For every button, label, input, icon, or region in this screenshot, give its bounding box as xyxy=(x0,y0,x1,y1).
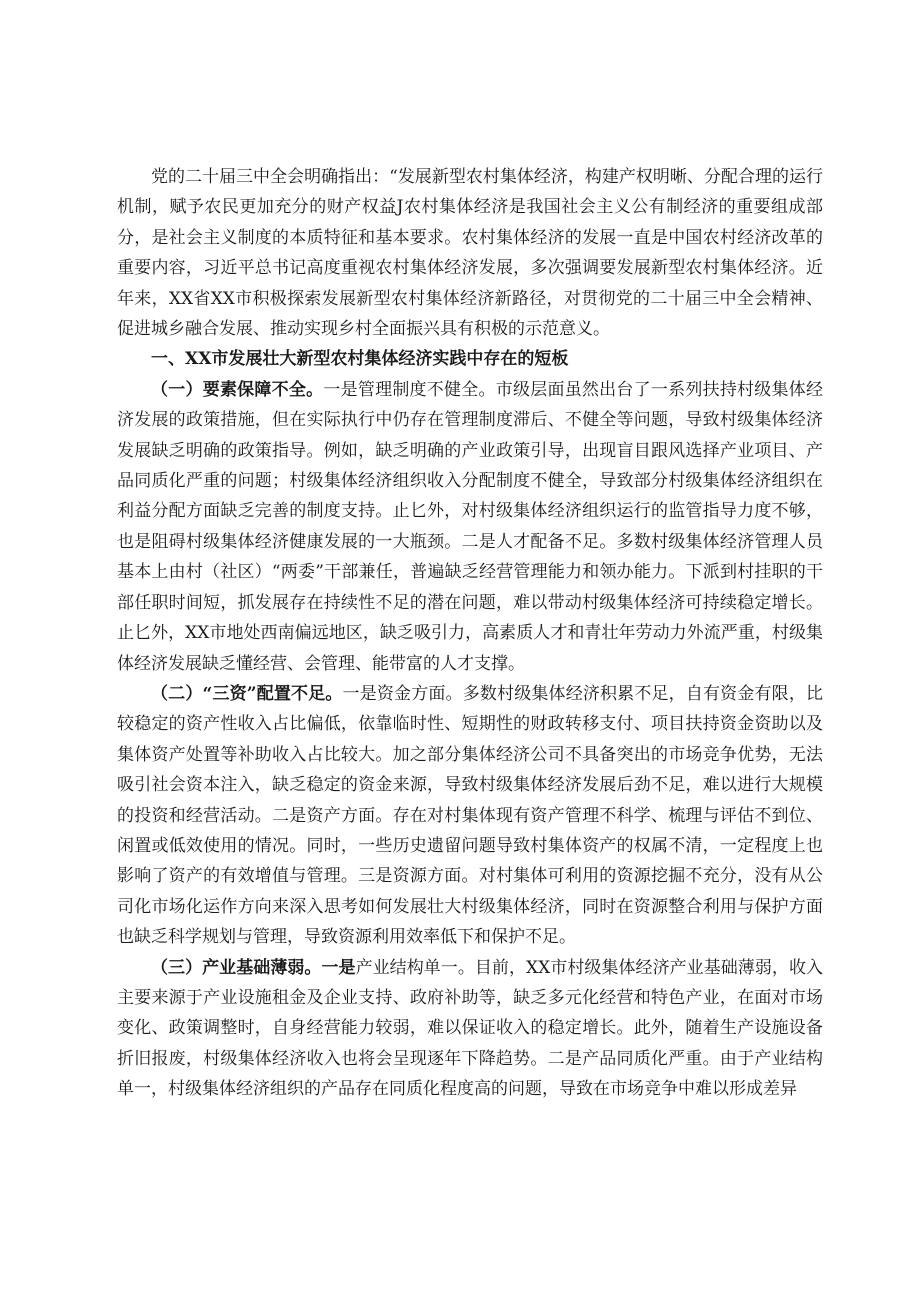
paragraph-lead: （三）产业基础薄弱。一是 xyxy=(151,957,356,978)
paragraph-industry-foundation xyxy=(117,953,823,1105)
paragraph-three-assets xyxy=(117,679,823,953)
paragraph-factor-guarantee xyxy=(117,375,823,679)
paragraph-body: 一是资金方面。多数村级集体经济积累不足，自有资金有限，比较稳定的资产性收入占比偏低，依靠临时性、短期性的财政转移支付、项目扶持资金资助以及集体资产处置等补助收入占比较大。加之部分集体经济公司不具备突出的市场竞争优势，无法吸引社会资本注入，缺乏稳定的资金来源，导致村级集体经济发展后劲不足，难以进行大规模的投资和经营活动。二是资产方面。存在对村集体现有资产管理不科学、梳理与评估不到位、闲置或低效使用的情况。同时，一些历史遗留问题导致村集体资产的权属不清，一定程度上也影响了资产的有效增值与管理。三是资源方面。对村集体可利用的资源挖掘不充分，没有从公司化市场化运作方向来深入思考如何发展壮大村级集体经济，同时在资源整合利用与保护方面也缺乏科学规划与管理，导致资源利用效率低下和保护不足。 xyxy=(117,683,824,948)
section-heading: 一、XX市发展壮大新型农村集体经济实践中存在的短板 xyxy=(151,349,569,370)
paragraph-body: 一是管理制度不健全。市级层面虽然出台了一系列扶持村级集体经济发展的政策措施，但在实际执行中仍存在管理制度滞后、不健全等问题，导致村级集体经济发展缺乏明确的政策指导。例如，缺乏明确的产业政策引导，出现盲目跟风选择产业项目、产品同质化严重的问题；村级集体经济组织收入分配制度不健全，导致部分村级集体经济组织在利益分配方面缺乏完善的制度支持。止匕外，对村级集体经济组织运行的监管指导力度不够，也是阻碍村级集体经济健康发展的一大瓶颈。二是人才配备不足。多数村级集体经济管理人员基本上由村（社区）“两委”干部兼任，普遍缺乏经营管理能力和领办能力。下派到村挂职的干部任职时间短，抓发展存在持续性不足的潜在问题，难以带动村级集体经济可持续稳定增长。止匕外，XX市地处西南偏远地区，缺乏吸引力，高素质人才和青壮年劳动力外流严重，村级集体经济发展缺乏懂经营、会管理、能带富的人才支撑。 xyxy=(117,379,824,674)
paragraph-body: 产业结构单一。目前，XX市村级集体经济产业基础薄弱，收入主要来源于产业设施租金及企业支持、政府补助等，缺乏多元化经营和特色产业，在面对市场变化、政策调整时，自身经营能力较弱，难以保证收入的稳定增长。此外，随着生产设施设备折旧报废，村级集体经济收入也将会呈现逐年下降趋势。二是产品同质化严重。由于产业结构单一，村级集体经济组织的产品存在同质化程度高的问题，导致在市场竞争中难以形成差异 xyxy=(117,957,823,1100)
intro-paragraph: 党的二十届三中全会明确指出：“发展新型农村集体经济，构建产权明晰、分配合理的运行机制，赋予农民更加充分的财产权益J农村集体经济是我国社会主义公有制经济的重要组成部分，是社会主义制度的本质特征和基本要求。农村集体经济的发展一直是中国农村经济改革的重要内容，习近平总书记高度重视农村集体经济发展，多次强调要发展新型农村集体经济。近年来，XX省XX市积极探索发展新型农村集体经济新路径，对贯彻党的二十届三中全会精神、促进城乡融合发展、推动实现乡村全面振兴具有积极的示范意义。 xyxy=(117,167,823,340)
paragraph-lead: （二）“三资”配置不足。 xyxy=(151,683,343,704)
paragraph-lead: （一）要素保障不全。 xyxy=(151,379,324,400)
document-page xyxy=(117,162,823,1105)
